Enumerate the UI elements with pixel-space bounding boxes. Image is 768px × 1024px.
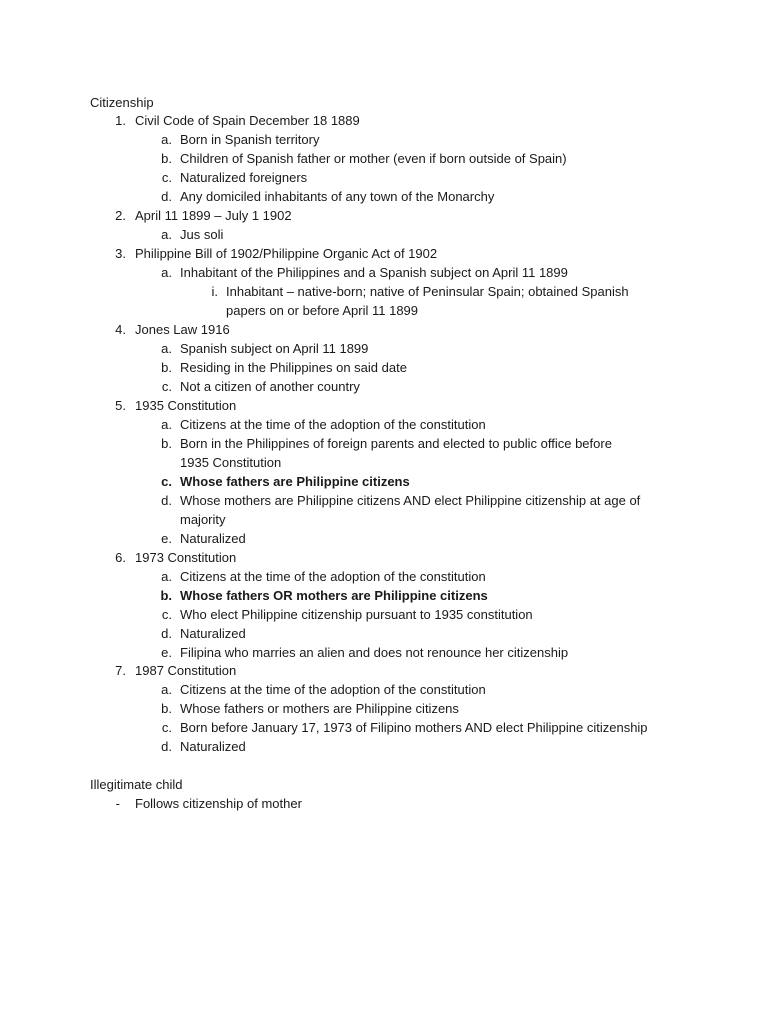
list-letter: c. [161, 607, 172, 622]
list-number: 3. [115, 246, 126, 261]
list-letter: c. [161, 170, 172, 185]
list-subitem: Inhabitant of the Philippines and a Spanish subject on April 11 1899 [180, 265, 568, 280]
list-subitem: Citizens at the time of the adoption of the constitution [180, 682, 486, 697]
list-subitem-emphasis: Whose fathers OR mothers are Philippine citizens [180, 588, 488, 603]
list-item-title: Philippine Bill of 1902/Philippine Organic Act of 1902 [135, 246, 438, 261]
list-subitem: Whose fathers or mothers are Philippine citizens [180, 701, 459, 716]
list-subitem: Spanish subject on April 11 1899 [180, 341, 369, 356]
list-item-title: Civil Code of Spain December 18 1889 [135, 113, 360, 128]
list-item: Follows citizenship of mother [135, 796, 302, 811]
list-letter: a. [161, 132, 172, 147]
list-subitem: Born in Spanish territory [180, 132, 320, 147]
list-letter: a. [161, 265, 172, 280]
list-letter: d. [161, 493, 172, 508]
list-number: 4. [115, 322, 126, 337]
list-subsubitem-continued: papers on or before April 11 1899 [226, 303, 419, 318]
list-letter: c. [161, 474, 172, 489]
list-subitem: Naturalized foreigners [180, 170, 308, 185]
list-letter: b. [161, 701, 172, 716]
list-subitem: Who elect Philippine citizenship pursuant to 1935 constitution [180, 607, 533, 622]
list-letter: e. [161, 645, 172, 660]
list-number: 5. [115, 398, 126, 413]
list-number: 2. [115, 208, 126, 223]
list-item-title: Jones Law 1916 [135, 322, 230, 337]
list-subitem: Citizens at the time of the adoption of the constitution [180, 569, 486, 584]
list-number: 6. [115, 550, 126, 565]
list-item-title: 1973 Constitution [135, 550, 237, 565]
list-subitem: Filipina who marries an alien and does not renounce her citizenship [180, 645, 569, 660]
section-heading: Citizenship [90, 95, 154, 110]
list-subitem: Residing in the Philippines on said date [180, 360, 407, 375]
list-letter: b. [161, 360, 172, 375]
list-letter: d. [161, 189, 172, 204]
list-letter: d. [161, 626, 172, 641]
list-item-title: April 11 1899 – July 1 1902 [135, 208, 292, 223]
list-letter: b. [161, 436, 172, 451]
list-letter: a. [161, 341, 172, 356]
list-subitem-continued: 1935 Constitution [180, 455, 282, 470]
list-roman: i. [211, 284, 218, 299]
section-heading: Illegitimate child [90, 777, 183, 792]
list-number: 7. [115, 663, 126, 678]
list-letter: a. [161, 417, 172, 432]
list-subitem: Not a citizen of another country [180, 379, 360, 394]
list-subitem: Naturalized [180, 531, 246, 546]
list-subitem: Born in the Philippines of foreign parents and elected to public office before [180, 436, 612, 451]
list-item-title: 1935 Constitution [135, 398, 237, 413]
list-letter: d. [161, 739, 172, 754]
list-letter: b. [161, 151, 172, 166]
list-item-title: 1987 Constitution [135, 663, 237, 678]
list-subitem: Naturalized [180, 739, 246, 754]
list-subitem: Citizens at the time of the adoption of the constitution [180, 417, 486, 432]
list-letter: a. [161, 227, 172, 242]
list-subitem: Any domiciled inhabitants of any town of the Monarchy [180, 189, 495, 204]
list-letter: c. [161, 379, 172, 394]
list-subsubitem: Inhabitant – native-born; native of Peninsular Spain; obtained Spanish [226, 284, 629, 299]
list-bullet-dash: - [115, 796, 120, 811]
list-subitem: Jus soli [180, 227, 224, 242]
list-number: 1. [115, 113, 126, 128]
list-letter: a. [161, 569, 172, 584]
list-subitem-continued: majority [180, 512, 226, 527]
list-subitem-emphasis: Whose fathers are Philippine citizens [180, 474, 410, 489]
list-subitem: Children of Spanish father or mother (even if born outside of Spain) [180, 151, 567, 166]
list-letter: c. [161, 720, 172, 735]
list-subitem: Born before January 17, 1973 of Filipino mothers AND elect Philippine citizenship [180, 720, 648, 735]
list-letter: e. [161, 531, 172, 546]
list-letter: b. [160, 588, 172, 603]
list-subitem: Naturalized [180, 626, 246, 641]
list-letter: a. [161, 682, 172, 697]
list-subitem: Whose mothers are Philippine citizens AND elect Philippine citizenship at age of [180, 493, 641, 508]
